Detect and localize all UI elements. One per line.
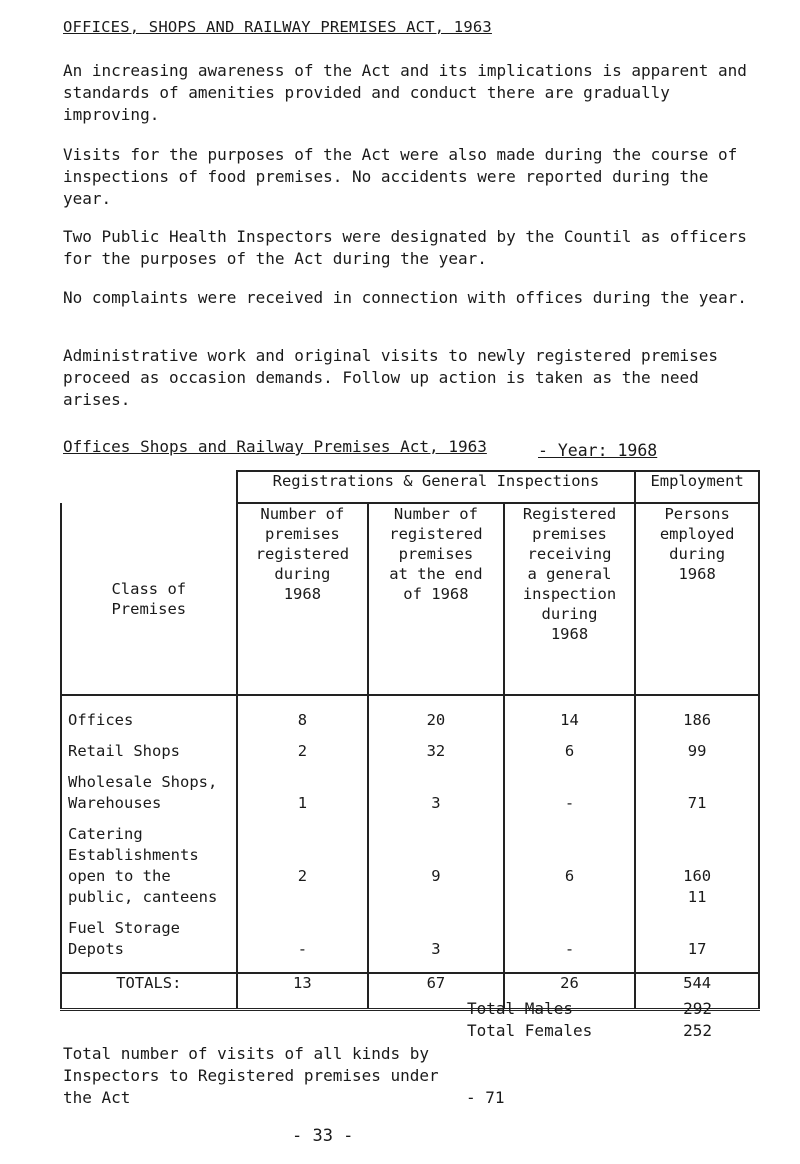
header-line: 1968: [678, 565, 716, 583]
header-line: Class of: [111, 579, 187, 598]
header-line: 1968: [283, 585, 322, 603]
cell-line: [369, 845, 503, 866]
row-class: [61, 731, 237, 762]
cell-line: open to the: [68, 867, 171, 885]
visits-value: - 71: [466, 1088, 505, 1107]
row-end: [368, 908, 504, 973]
header-line: during: [669, 545, 726, 563]
totals-label: TOTALS:: [61, 973, 237, 1010]
total-males-label: Total Males: [467, 999, 573, 1018]
header-line: Number of: [260, 505, 345, 523]
row-inspected: [504, 814, 636, 908]
cell-line: 2: [297, 867, 308, 885]
row-end: [368, 814, 504, 908]
cell-line: 3: [431, 794, 441, 812]
group-header-registrations: Registrations & General Inspections: [237, 471, 636, 503]
header-line: inspection: [522, 585, 617, 603]
row-employed: [635, 695, 759, 731]
table-row: [61, 695, 759, 731]
totals-end: 67: [368, 973, 504, 1010]
row-class: [61, 695, 237, 731]
row-registered: [237, 762, 369, 814]
row-employed: [635, 908, 759, 973]
header-line: Number of: [393, 505, 478, 523]
row-registered: [237, 731, 369, 762]
paragraph-visits: Visits for the purposes of the Act were also made during the course of inspections of food premises. No accidents were reported during the year.: [63, 145, 738, 208]
header-line: registered: [255, 545, 350, 563]
cell-line: 2: [297, 742, 308, 760]
row-end: [368, 762, 504, 814]
cell-line: [369, 772, 503, 793]
header-line: a general: [527, 565, 612, 583]
cell-line: Fuel Storage: [68, 919, 180, 937]
column-header-registered: [237, 503, 369, 695]
row-registered: [237, 814, 369, 908]
row-employed: [635, 814, 759, 908]
cell-line: 160: [683, 867, 712, 885]
cell-line: Offices: [68, 711, 134, 729]
totals-inspected: 26: [504, 973, 636, 1010]
paragraph-inspectors: Two Public Health Inspectors were designated by the Countil as officers for the purposes of the Act during the year.: [63, 227, 747, 268]
cell-line: -: [564, 794, 575, 812]
cell-line: [238, 918, 368, 939]
header-line: of 1968: [403, 585, 469, 603]
table-body: [61, 695, 759, 973]
header-line: during: [541, 605, 598, 623]
page-number: - 33 -: [292, 1126, 354, 1146]
row-inspected: [504, 762, 636, 814]
header-line: Premises: [111, 599, 187, 618]
cell-line: [505, 918, 635, 939]
cell-line: 32: [426, 742, 446, 760]
header-line: receiving: [527, 545, 612, 563]
cell-line: [369, 887, 503, 908]
column-header-end: [368, 503, 504, 695]
header-line: 1968: [550, 625, 589, 643]
totals-registered: 13: [237, 973, 369, 1010]
cell-line: 6: [564, 867, 575, 885]
cell-line: [238, 887, 368, 908]
cell-line: 186: [683, 711, 712, 729]
column-header-class: [61, 503, 237, 695]
cell-line: [505, 824, 635, 845]
visits-text-line: Inspectors to Registered premises under: [63, 1066, 439, 1085]
cell-line: Retail Shops: [68, 742, 180, 760]
header-line: at the end: [389, 565, 483, 583]
cell-line: Warehouses: [68, 794, 162, 812]
cell-line: 20: [426, 711, 446, 729]
paragraph-complaints: No complaints were received in connection with offices during the year.: [63, 288, 747, 307]
cell-line: [505, 845, 635, 866]
table-row: [61, 908, 759, 973]
total-males-value: 292: [683, 999, 712, 1018]
row-class: [61, 908, 237, 973]
row-employed: [635, 762, 759, 814]
cell-line: 99: [687, 742, 707, 760]
cell-line: [369, 824, 503, 845]
cell-line: 8: [297, 711, 308, 729]
cell-line: Depots: [68, 940, 124, 958]
visits-text-line: the Act: [63, 1088, 131, 1107]
cell-line: [238, 772, 368, 793]
column-header-employed: [635, 503, 759, 695]
cell-line: Catering: [68, 825, 143, 843]
cell-line: 9: [431, 867, 441, 885]
header-line: during: [274, 565, 331, 583]
year-label: - Year: 1968: [538, 441, 658, 460]
cell-line: public, canteens: [68, 888, 218, 906]
cell-line: [505, 887, 635, 908]
cell-line: [636, 772, 758, 793]
header-line: Registered: [522, 505, 617, 523]
cell-line: 1: [297, 794, 308, 812]
totals-row: [61, 973, 759, 1010]
table-row: [61, 762, 759, 814]
group-header-employment: Employment: [635, 471, 759, 503]
header-line: premises: [398, 545, 474, 563]
row-inspected: [504, 731, 636, 762]
table-row: [61, 731, 759, 762]
row-end: [368, 695, 504, 731]
paragraph-awareness: An increasing awareness of the Act and its implications is apparent and standards of amenities provided and conduct there are gradually improving.: [63, 61, 747, 124]
column-header-inspected: [504, 503, 636, 695]
header-line: Persons: [664, 505, 730, 523]
cell-line: 6: [564, 742, 575, 760]
cell-line: Wholesale Shops,: [68, 773, 218, 791]
visits-text-line: Total number of visits of all kinds by: [63, 1044, 430, 1063]
cell-line: [238, 845, 368, 866]
header-line: premises: [532, 525, 607, 543]
total-females-value: 252: [683, 1021, 712, 1040]
cell-line: -: [564, 940, 575, 958]
table-corner: [61, 471, 237, 503]
cell-line: 11: [687, 888, 707, 906]
row-registered: [237, 695, 369, 731]
row-class: [61, 814, 237, 908]
cell-line: [636, 918, 758, 939]
cell-line: Establishments: [68, 846, 199, 864]
registrations-table: [60, 470, 760, 1011]
total-females-label: Total Females: [467, 1021, 593, 1040]
page-heading: OFFICES, SHOPS AND RAILWAY PREMISES ACT, 1963: [63, 18, 492, 36]
header-line: employed: [659, 525, 735, 543]
cell-line: -: [297, 940, 308, 958]
cell-line: [505, 772, 635, 793]
row-inspected: [504, 908, 636, 973]
header-line: registered: [389, 525, 483, 543]
row-employed: [635, 731, 759, 762]
paragraph-administrative: Administrative work and original visits to newly registered premises proceed as occasion demands. Follow up action is taken as the need arises.: [63, 346, 719, 409]
cell-line: [636, 845, 758, 866]
row-inspected: [504, 695, 636, 731]
totals-employed: 544: [635, 973, 759, 1010]
header-line: premises: [265, 525, 340, 543]
cell-line: [238, 824, 368, 845]
table-row: [61, 814, 759, 908]
row-end: [368, 731, 504, 762]
cell-line: [369, 918, 503, 939]
cell-line: 3: [431, 940, 441, 958]
cell-line: 17: [687, 940, 707, 958]
cell-line: 71: [687, 794, 707, 812]
table-title: Offices Shops and Railway Premises Act, 1963: [63, 437, 487, 456]
cell-line: [636, 824, 758, 845]
cell-line: 14: [560, 711, 579, 729]
row-class: [61, 762, 237, 814]
row-registered: [237, 908, 369, 973]
